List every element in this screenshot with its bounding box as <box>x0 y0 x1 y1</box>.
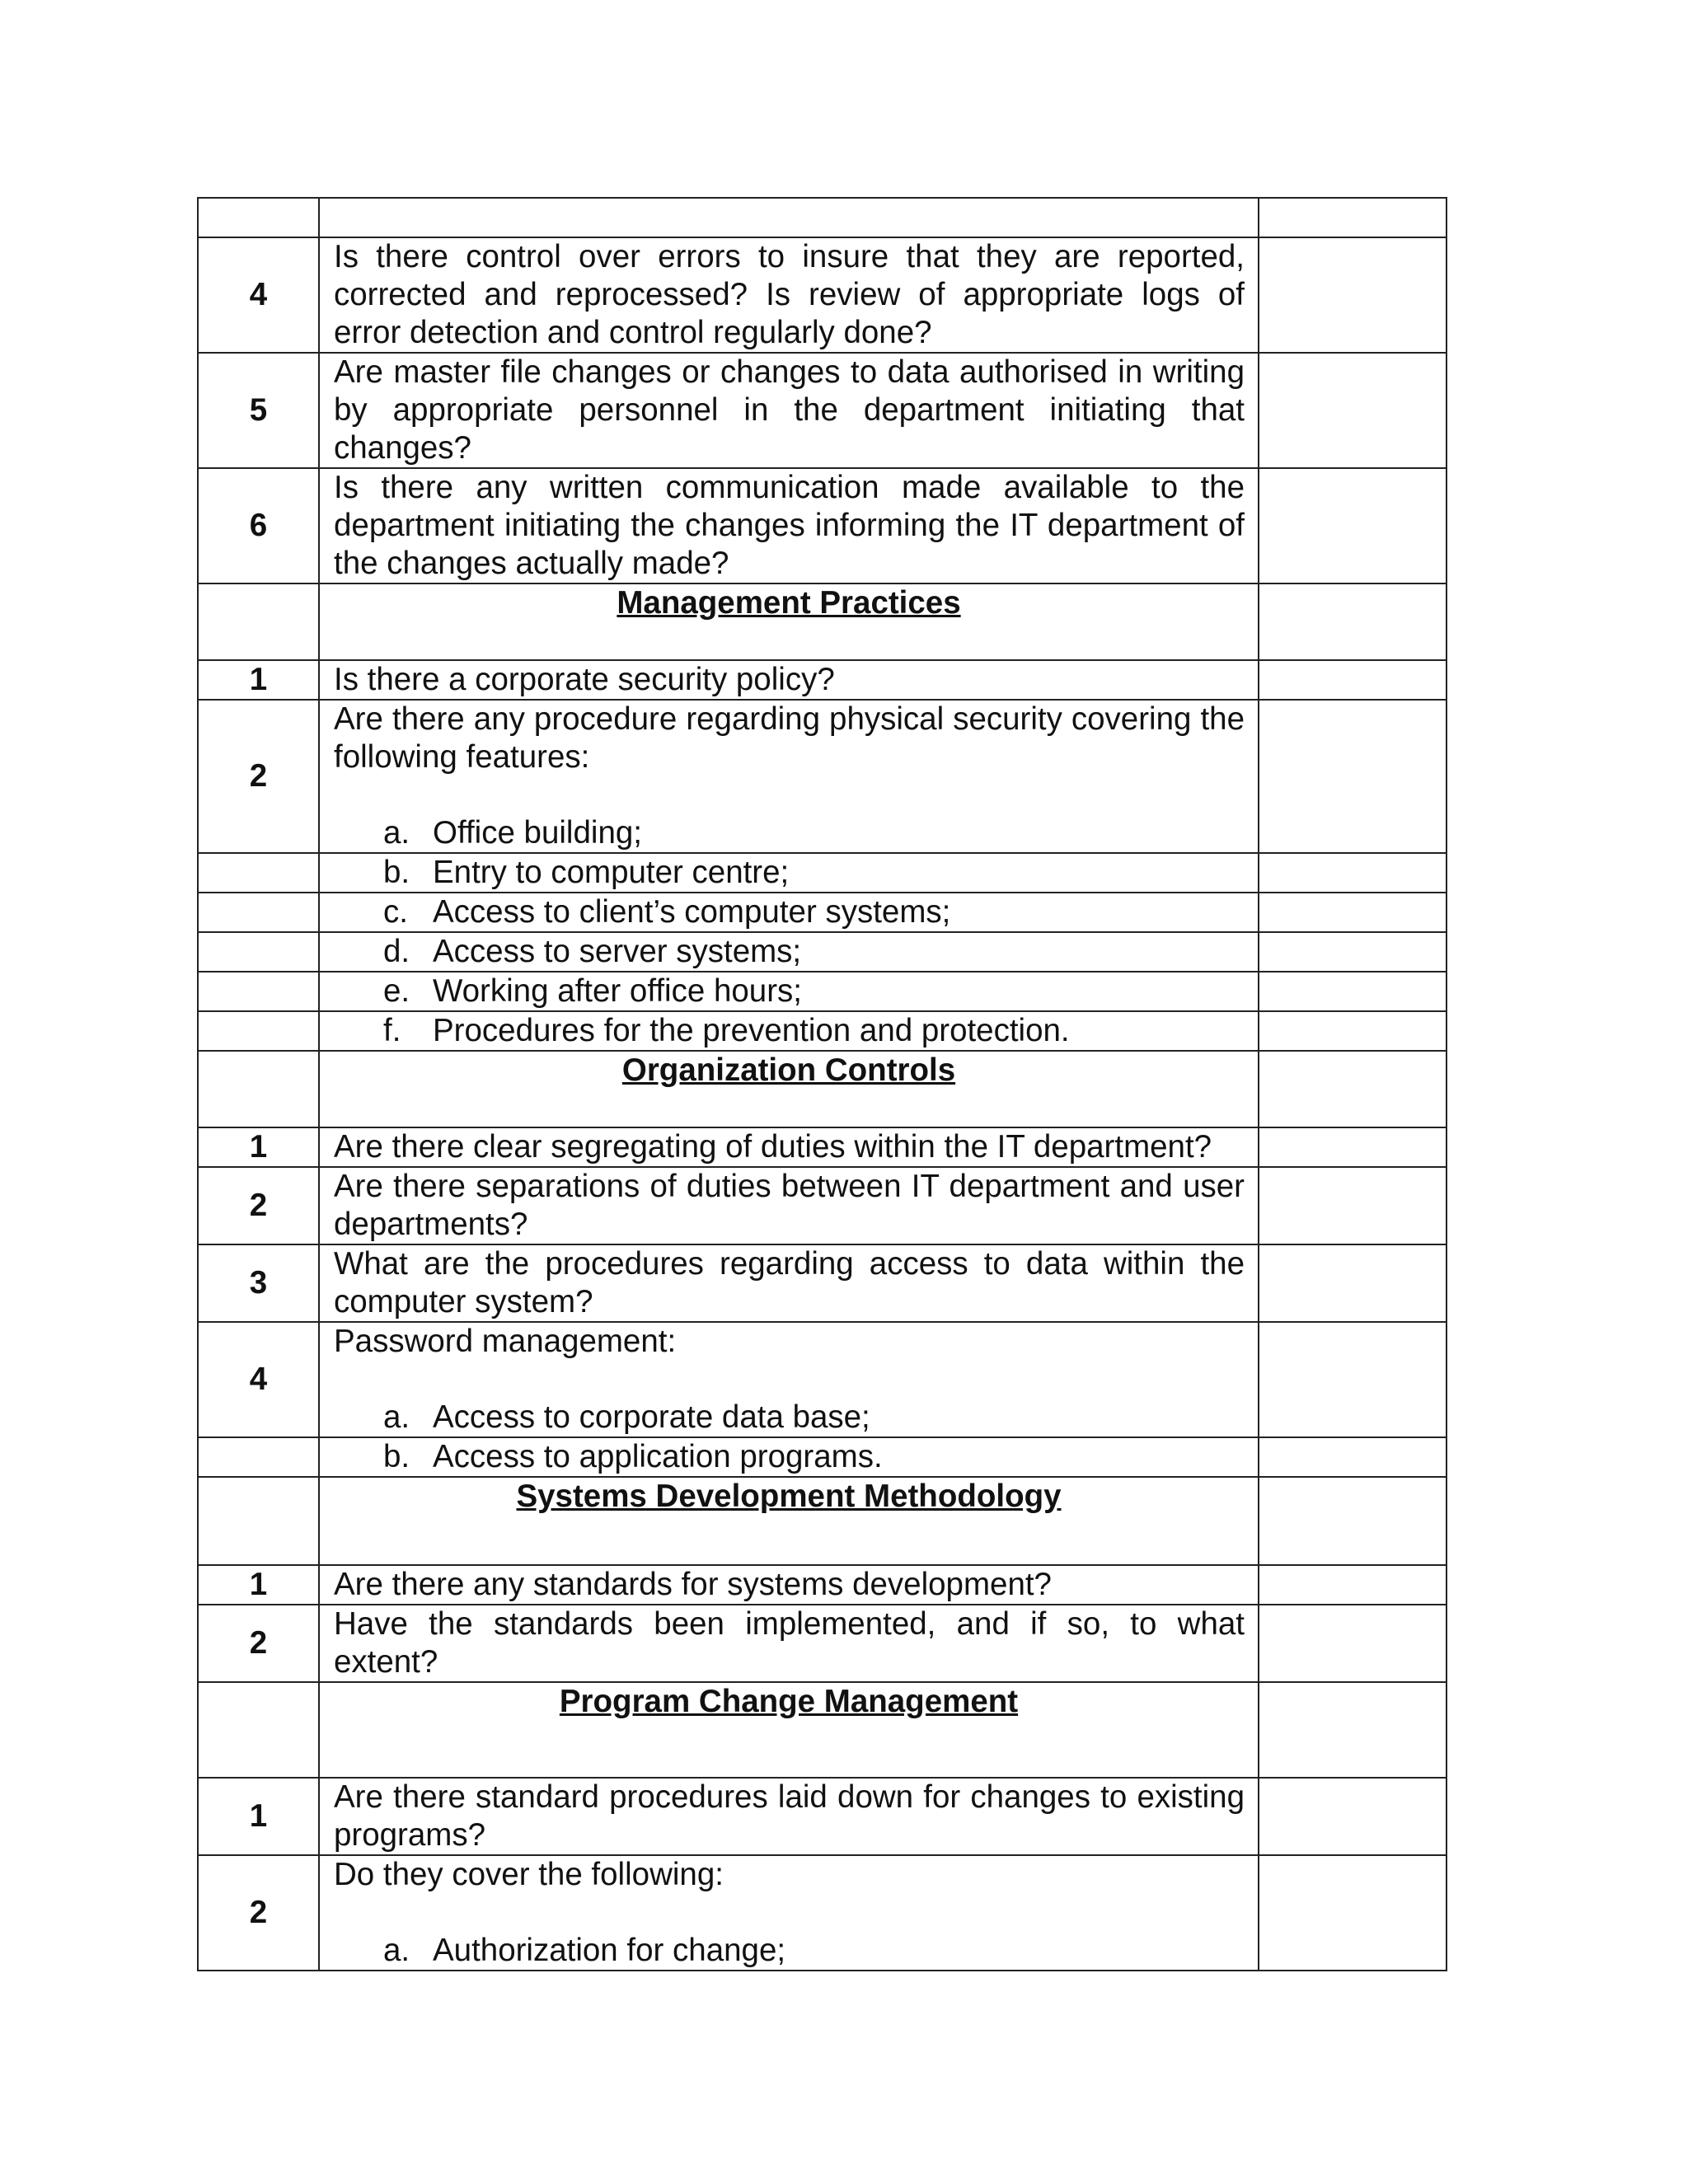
response-cell <box>1259 853 1447 893</box>
section-heading: Organization Controls <box>319 1051 1259 1127</box>
row-number: 3 <box>198 1244 319 1322</box>
list-item-label: a. <box>383 1399 410 1435</box>
list-item-label: b. <box>383 855 410 890</box>
table-row <box>198 932 1447 972</box>
row-number <box>198 583 319 660</box>
question-text: Have the standards been implemented, and if so, to what extent? <box>319 1605 1259 1682</box>
row-number <box>198 932 319 972</box>
row-number: 1 <box>198 1127 319 1167</box>
question-text: Is there control over errors to insure that they are reported, corrected and reprocessed? Is review of appropriate logs of error detection and control regularly done? <box>319 237 1259 353</box>
row-number: 2 <box>198 700 319 853</box>
response-cell <box>1259 1855 1447 1971</box>
response-cell <box>1259 893 1447 932</box>
response-cell <box>1259 1051 1447 1127</box>
row-number: 6 <box>198 468 319 583</box>
question-text: Are master file changes or changes to data authorised in writing by appropriate personnel in the department initiating that changes? <box>319 353 1259 468</box>
response-cell <box>1259 1682 1447 1778</box>
row-number <box>198 1011 319 1051</box>
response-cell <box>1259 1011 1447 1051</box>
response-cell <box>1259 972 1447 1011</box>
table-row <box>198 700 1447 853</box>
table-row <box>198 1778 1447 1855</box>
section-heading: Systems Development Methodology <box>319 1477 1259 1565</box>
response-cell <box>1259 468 1447 583</box>
response-cell <box>1259 660 1447 700</box>
table-row <box>198 1167 1447 1244</box>
table-row <box>198 972 1447 1011</box>
row-number: 2 <box>198 1855 319 1971</box>
question-text: Do they cover the following: <box>334 1857 724 1892</box>
row-number <box>198 1477 319 1565</box>
list-item <box>334 933 1245 971</box>
list-item-label: d. <box>383 934 410 969</box>
row-number: 2 <box>198 1605 319 1682</box>
table-row <box>198 1855 1447 1971</box>
row-number <box>198 1437 319 1477</box>
table-row <box>198 1244 1447 1322</box>
table-row <box>198 1565 1447 1605</box>
section-heading-row <box>198 1051 1447 1127</box>
list-item-label: a. <box>383 815 410 851</box>
row-number <box>198 1682 319 1778</box>
list-item-label: c. <box>383 894 408 930</box>
list-item-text: Entry to computer centre; <box>433 855 790 890</box>
list-item-text: Office building; <box>433 815 642 851</box>
response-cell <box>1259 583 1447 660</box>
response-cell <box>1259 1127 1447 1167</box>
table-row <box>198 1322 1447 1437</box>
section-heading: Management Practices <box>319 583 1259 660</box>
row-number <box>198 853 319 893</box>
row-number <box>198 1051 319 1127</box>
response-cell <box>1259 1167 1447 1244</box>
row-number: 2 <box>198 1167 319 1244</box>
response-cell <box>1259 353 1447 468</box>
list-item-label: b. <box>383 1439 410 1474</box>
question-text: Are there separations of duties between IT department and user departments? <box>319 1167 1259 1244</box>
table-row <box>198 198 1447 237</box>
response-cell <box>1259 1244 1447 1322</box>
list-item-text: Access to server systems; <box>433 934 802 969</box>
response-cell <box>1259 700 1447 853</box>
question-text: Are there standard procedures laid down for changes to existing programs? <box>319 1778 1259 1855</box>
response-cell <box>1259 198 1447 237</box>
list-item <box>334 893 1245 931</box>
list-item <box>334 972 1245 1010</box>
audit-checklist-table <box>197 197 1447 1971</box>
table-row <box>198 1437 1447 1477</box>
list-item-label: e. <box>383 973 410 1009</box>
question-text: Are there clear segregating of duties within the IT department? <box>319 1127 1259 1167</box>
list-item-text: Working after office hours; <box>433 973 802 1009</box>
list-item-label: a. <box>383 1933 410 1968</box>
row-number <box>198 893 319 932</box>
question-text: What are the procedures regarding access to data within the computer system? <box>319 1244 1259 1322</box>
table-row <box>198 853 1447 893</box>
list-item-label: f. <box>383 1013 401 1048</box>
list-item-text: Access to client’s computer systems; <box>433 894 951 930</box>
row-number <box>198 972 319 1011</box>
list-item-text: Access to application programs. <box>433 1439 883 1474</box>
table-row <box>198 1011 1447 1051</box>
table-row <box>198 353 1447 468</box>
row-number: 1 <box>198 1565 319 1605</box>
row-number: 4 <box>198 237 319 353</box>
list-item <box>334 1012 1245 1050</box>
list-item <box>334 1932 1245 1970</box>
table-row <box>198 468 1447 583</box>
list-item <box>334 1438 1245 1476</box>
section-heading-row <box>198 1682 1447 1778</box>
row-number: 4 <box>198 1322 319 1437</box>
list-item <box>334 854 1245 892</box>
question-text <box>319 198 1259 237</box>
response-cell <box>1259 1322 1447 1437</box>
question-text: Are there any procedure regarding physical security covering the following features: <box>334 701 1245 775</box>
list-item-text: Access to corporate data base; <box>433 1399 870 1435</box>
row-number <box>198 198 319 237</box>
list-item-text: Procedures for the prevention and protection. <box>433 1013 1070 1048</box>
question-text: Password management: <box>334 1324 677 1359</box>
table-row <box>198 1605 1447 1682</box>
section-heading-row <box>198 583 1447 660</box>
response-cell <box>1259 1778 1447 1855</box>
table-row <box>198 237 1447 353</box>
response-cell <box>1259 1477 1447 1565</box>
row-number: 5 <box>198 353 319 468</box>
table-row <box>198 1127 1447 1167</box>
response-cell <box>1259 1437 1447 1477</box>
section-heading-row <box>198 1477 1447 1565</box>
response-cell <box>1259 237 1447 353</box>
question-text: Are there any standards for systems development? <box>319 1565 1259 1605</box>
table-row <box>198 893 1447 932</box>
question-text: Is there a corporate security policy? <box>319 660 1259 700</box>
section-heading: Program Change Management <box>319 1682 1259 1778</box>
list-item-text: Authorization for change; <box>433 1933 786 1968</box>
list-item <box>334 1399 1245 1436</box>
row-number: 1 <box>198 660 319 700</box>
list-item <box>334 814 1245 852</box>
response-cell <box>1259 932 1447 972</box>
table-row <box>198 660 1447 700</box>
question-text: Is there any written communication made available to the department initiating the changes informing the IT department of the changes actually made? <box>319 468 1259 583</box>
response-cell <box>1259 1565 1447 1605</box>
row-number: 1 <box>198 1778 319 1855</box>
response-cell <box>1259 1605 1447 1682</box>
